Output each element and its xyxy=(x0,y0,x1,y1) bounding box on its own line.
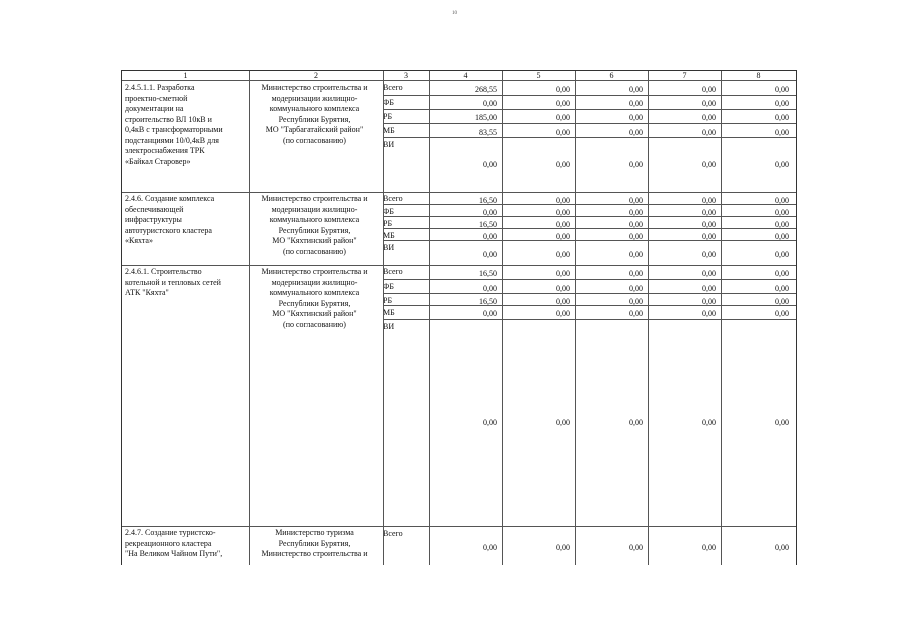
header-divider xyxy=(122,80,796,81)
funding-source: РБ xyxy=(383,296,393,305)
description-line: котельной и тепловых сетей xyxy=(125,277,221,287)
description-line: подстанциями 10/0,4кВ для xyxy=(125,135,219,145)
source-divider xyxy=(383,137,796,138)
funding-value: 0,00 xyxy=(483,208,497,217)
funding-value: 0,00 xyxy=(702,284,716,293)
budget-table xyxy=(121,70,797,565)
description-line: документации на xyxy=(125,104,184,113)
funding-source: Всего xyxy=(383,194,403,203)
responsible-organization xyxy=(249,528,380,560)
organization-line: МО "Тарбагатайский район" xyxy=(265,125,364,134)
funding-source: РБ xyxy=(383,219,393,228)
funding-value: 0,00 xyxy=(702,220,716,229)
funding-value: 0,00 xyxy=(556,543,570,552)
funding-value: 0,00 xyxy=(629,543,643,552)
description-line: инфраструктуры xyxy=(125,215,182,224)
funding-value: 0,00 xyxy=(483,99,497,108)
funding-value: 0,00 xyxy=(483,250,497,259)
funding-source: МБ xyxy=(383,126,395,135)
funding-value: 0,00 xyxy=(775,160,789,169)
funding-value: 0,00 xyxy=(556,99,570,108)
organization-line: МО "Кяхтинский район" xyxy=(272,309,357,318)
column-divider xyxy=(383,71,384,565)
header-cell: 4 xyxy=(463,71,468,80)
source-divider xyxy=(383,95,796,96)
organization-line: Республики Бурятия, xyxy=(278,225,351,235)
row-divider xyxy=(122,265,796,266)
header-cell: 7 xyxy=(682,71,687,80)
funding-value: 0,00 xyxy=(483,160,497,169)
organization-line: коммунального комплекса xyxy=(269,104,360,113)
funding-value: 268,55 xyxy=(475,85,497,94)
funding-value: 0,00 xyxy=(556,208,570,217)
funding-value: 0,00 xyxy=(775,99,789,108)
header-cell: 5 xyxy=(536,71,541,80)
responsible-organization xyxy=(249,267,380,330)
funding-source: ВИ xyxy=(383,322,395,331)
funding-value: 0,00 xyxy=(556,418,570,427)
funding-value: 0,00 xyxy=(775,250,789,259)
column-divider xyxy=(721,71,722,565)
funding-value: 0,00 xyxy=(483,543,497,552)
funding-value: 0,00 xyxy=(483,418,497,427)
funding-value: 16,50 xyxy=(479,297,497,306)
funding-value: 0,00 xyxy=(775,85,789,94)
funding-value: 0,00 xyxy=(629,160,643,169)
description-line: АТК "Кяхта" xyxy=(125,288,169,297)
description-line: 2.4.6.1. Строительство xyxy=(125,267,202,276)
source-divider xyxy=(383,319,796,320)
funding-source: Всего xyxy=(383,83,403,92)
source-divider xyxy=(383,109,796,110)
funding-value: 0,00 xyxy=(556,220,570,229)
funding-source: ФБ xyxy=(383,207,394,216)
organization-line: (по согласованию) xyxy=(283,135,346,145)
funding-value: 0,00 xyxy=(702,250,716,259)
funding-source: МБ xyxy=(383,231,395,240)
item-description xyxy=(125,267,249,299)
funding-value: 0,00 xyxy=(775,418,789,427)
funding-value: 0,00 xyxy=(629,309,643,318)
funding-value: 0,00 xyxy=(702,297,716,306)
funding-value: 16,50 xyxy=(479,269,497,278)
organization-line: коммунального комплекса xyxy=(269,288,360,297)
funding-value: 0,00 xyxy=(702,99,716,108)
funding-value: 0,00 xyxy=(775,543,789,552)
funding-value: 0,00 xyxy=(483,284,497,293)
funding-value: 16,50 xyxy=(479,220,497,229)
description-line: автотуристского кластера xyxy=(125,225,212,235)
source-divider xyxy=(383,293,796,294)
funding-value: 0,00 xyxy=(629,113,643,122)
source-divider xyxy=(383,305,796,306)
row-divider xyxy=(122,192,796,193)
organization-line: Республики Бурятия, xyxy=(278,114,351,124)
funding-value: 0,00 xyxy=(629,232,643,241)
organization-line: Республики Бурятия, xyxy=(278,538,351,548)
funding-value: 0,00 xyxy=(629,208,643,217)
funding-value: 0,00 xyxy=(556,284,570,293)
description-line: рекреационного кластера xyxy=(125,538,212,548)
organization-line: коммунального комплекса xyxy=(269,215,360,224)
funding-value: 0,00 xyxy=(629,418,643,427)
organization-line: модернизации жилищно- xyxy=(271,277,358,287)
funding-value: 0,00 xyxy=(775,220,789,229)
funding-value: 16,50 xyxy=(479,196,497,205)
funding-value: 0,00 xyxy=(775,196,789,205)
column-divider xyxy=(502,71,503,565)
funding-value: 0,00 xyxy=(775,128,789,137)
column-divider xyxy=(575,71,576,565)
description-line: "На Великом Чайном Пути", xyxy=(125,549,223,558)
funding-value: 0,00 xyxy=(629,196,643,205)
organization-line: (по согласованию) xyxy=(283,319,346,329)
funding-value: 0,00 xyxy=(556,309,570,318)
organization-line: Министерство строительства и xyxy=(261,267,368,276)
header-cell: 1 xyxy=(183,71,188,80)
funding-value: 0,00 xyxy=(702,309,716,318)
item-description xyxy=(125,83,249,167)
funding-value: 0,00 xyxy=(775,113,789,122)
responsible-organization xyxy=(249,83,380,146)
funding-value: 0,00 xyxy=(556,297,570,306)
description-line: 2.4.5.1.1. Разработка xyxy=(125,83,195,92)
funding-value: 0,00 xyxy=(629,284,643,293)
funding-value: 0,00 xyxy=(483,232,497,241)
funding-value: 0,00 xyxy=(702,85,716,94)
organization-line: модернизации жилищно- xyxy=(271,204,358,214)
source-divider xyxy=(383,240,796,241)
description-line: обеспечивающей xyxy=(125,204,184,214)
funding-value: 0,00 xyxy=(629,85,643,94)
funding-value: 0,00 xyxy=(556,269,570,278)
description-line: строительство ВЛ 10кВ и xyxy=(125,114,212,124)
funding-value: 0,00 xyxy=(629,220,643,229)
organization-line: Министерство строительства и xyxy=(261,83,368,92)
funding-value: 0,00 xyxy=(702,543,716,552)
row-divider xyxy=(122,526,796,527)
header-cell: 2 xyxy=(314,71,318,80)
header-cell: 6 xyxy=(609,71,614,80)
funding-value: 0,00 xyxy=(629,250,643,259)
description-line: 2.4.6. Создание комплекса xyxy=(125,194,215,203)
funding-value: 0,00 xyxy=(702,232,716,241)
organization-line: Министерство строительства и xyxy=(261,549,368,558)
funding-source: ФБ xyxy=(383,98,394,107)
funding-source: ВИ xyxy=(383,243,395,252)
funding-value: 0,00 xyxy=(702,160,716,169)
header-cell: 3 xyxy=(404,71,408,80)
description-line: «Кяхта» xyxy=(125,236,153,245)
description-line: проектно-сметной xyxy=(125,93,188,103)
funding-source: ФБ xyxy=(383,282,394,291)
funding-value: 0,00 xyxy=(702,208,716,217)
organization-line: Республики Бурятия, xyxy=(278,298,351,308)
funding-value: 0,00 xyxy=(775,269,789,278)
funding-value: 0,00 xyxy=(629,99,643,108)
funding-value: 0,00 xyxy=(483,309,497,318)
description-line: 0,4кВ с трансформаторными xyxy=(125,125,223,134)
organization-line: Министерство туризма xyxy=(275,528,354,537)
funding-value: 0,00 xyxy=(556,128,570,137)
funding-value: 0,00 xyxy=(629,269,643,278)
funding-value: 0,00 xyxy=(556,160,570,169)
funding-value: 0,00 xyxy=(556,85,570,94)
column-divider xyxy=(648,71,649,565)
column-divider xyxy=(249,71,250,565)
funding-value: 0,00 xyxy=(556,113,570,122)
organization-line: МО "Кяхтинский район" xyxy=(272,236,357,245)
funding-value: 0,00 xyxy=(702,418,716,427)
source-divider xyxy=(383,123,796,124)
funding-value: 0,00 xyxy=(702,269,716,278)
organization-line: Министерство строительства и xyxy=(261,194,368,203)
source-divider xyxy=(383,279,796,280)
column-divider xyxy=(429,71,430,565)
funding-value: 0,00 xyxy=(702,196,716,205)
funding-source: РБ xyxy=(383,112,393,121)
page-number: 10 xyxy=(452,11,457,16)
funding-value: 185,00 xyxy=(475,113,497,122)
funding-value: 0,00 xyxy=(775,232,789,241)
source-divider xyxy=(383,204,796,205)
funding-value: 83,55 xyxy=(479,128,497,137)
description-line: электроснабжения ТРК xyxy=(125,146,205,155)
funding-value: 0,00 xyxy=(702,113,716,122)
funding-value: 0,00 xyxy=(775,309,789,318)
organization-line: модернизации жилищно- xyxy=(271,93,358,103)
funding-source: Всего xyxy=(383,529,403,538)
funding-value: 0,00 xyxy=(556,196,570,205)
funding-value: 0,00 xyxy=(775,284,789,293)
funding-value: 0,00 xyxy=(556,250,570,259)
organization-line: (по согласованию) xyxy=(283,246,346,256)
description-line: 2.4.7. Создание туристско- xyxy=(125,528,216,537)
funding-source: Всего xyxy=(383,267,403,276)
item-description xyxy=(125,528,249,560)
funding-value: 0,00 xyxy=(629,128,643,137)
funding-value: 0,00 xyxy=(702,128,716,137)
funding-value: 0,00 xyxy=(775,297,789,306)
funding-value: 0,00 xyxy=(775,208,789,217)
item-description xyxy=(125,194,249,247)
source-divider xyxy=(383,216,796,217)
source-divider xyxy=(383,228,796,229)
responsible-organization xyxy=(249,194,380,257)
funding-value: 0,00 xyxy=(556,232,570,241)
header-cell: 8 xyxy=(756,71,761,80)
funding-source: ВИ xyxy=(383,140,395,149)
funding-value: 0,00 xyxy=(629,297,643,306)
funding-source: МБ xyxy=(383,308,395,317)
description-line: «Байкал Старовер» xyxy=(125,156,191,166)
